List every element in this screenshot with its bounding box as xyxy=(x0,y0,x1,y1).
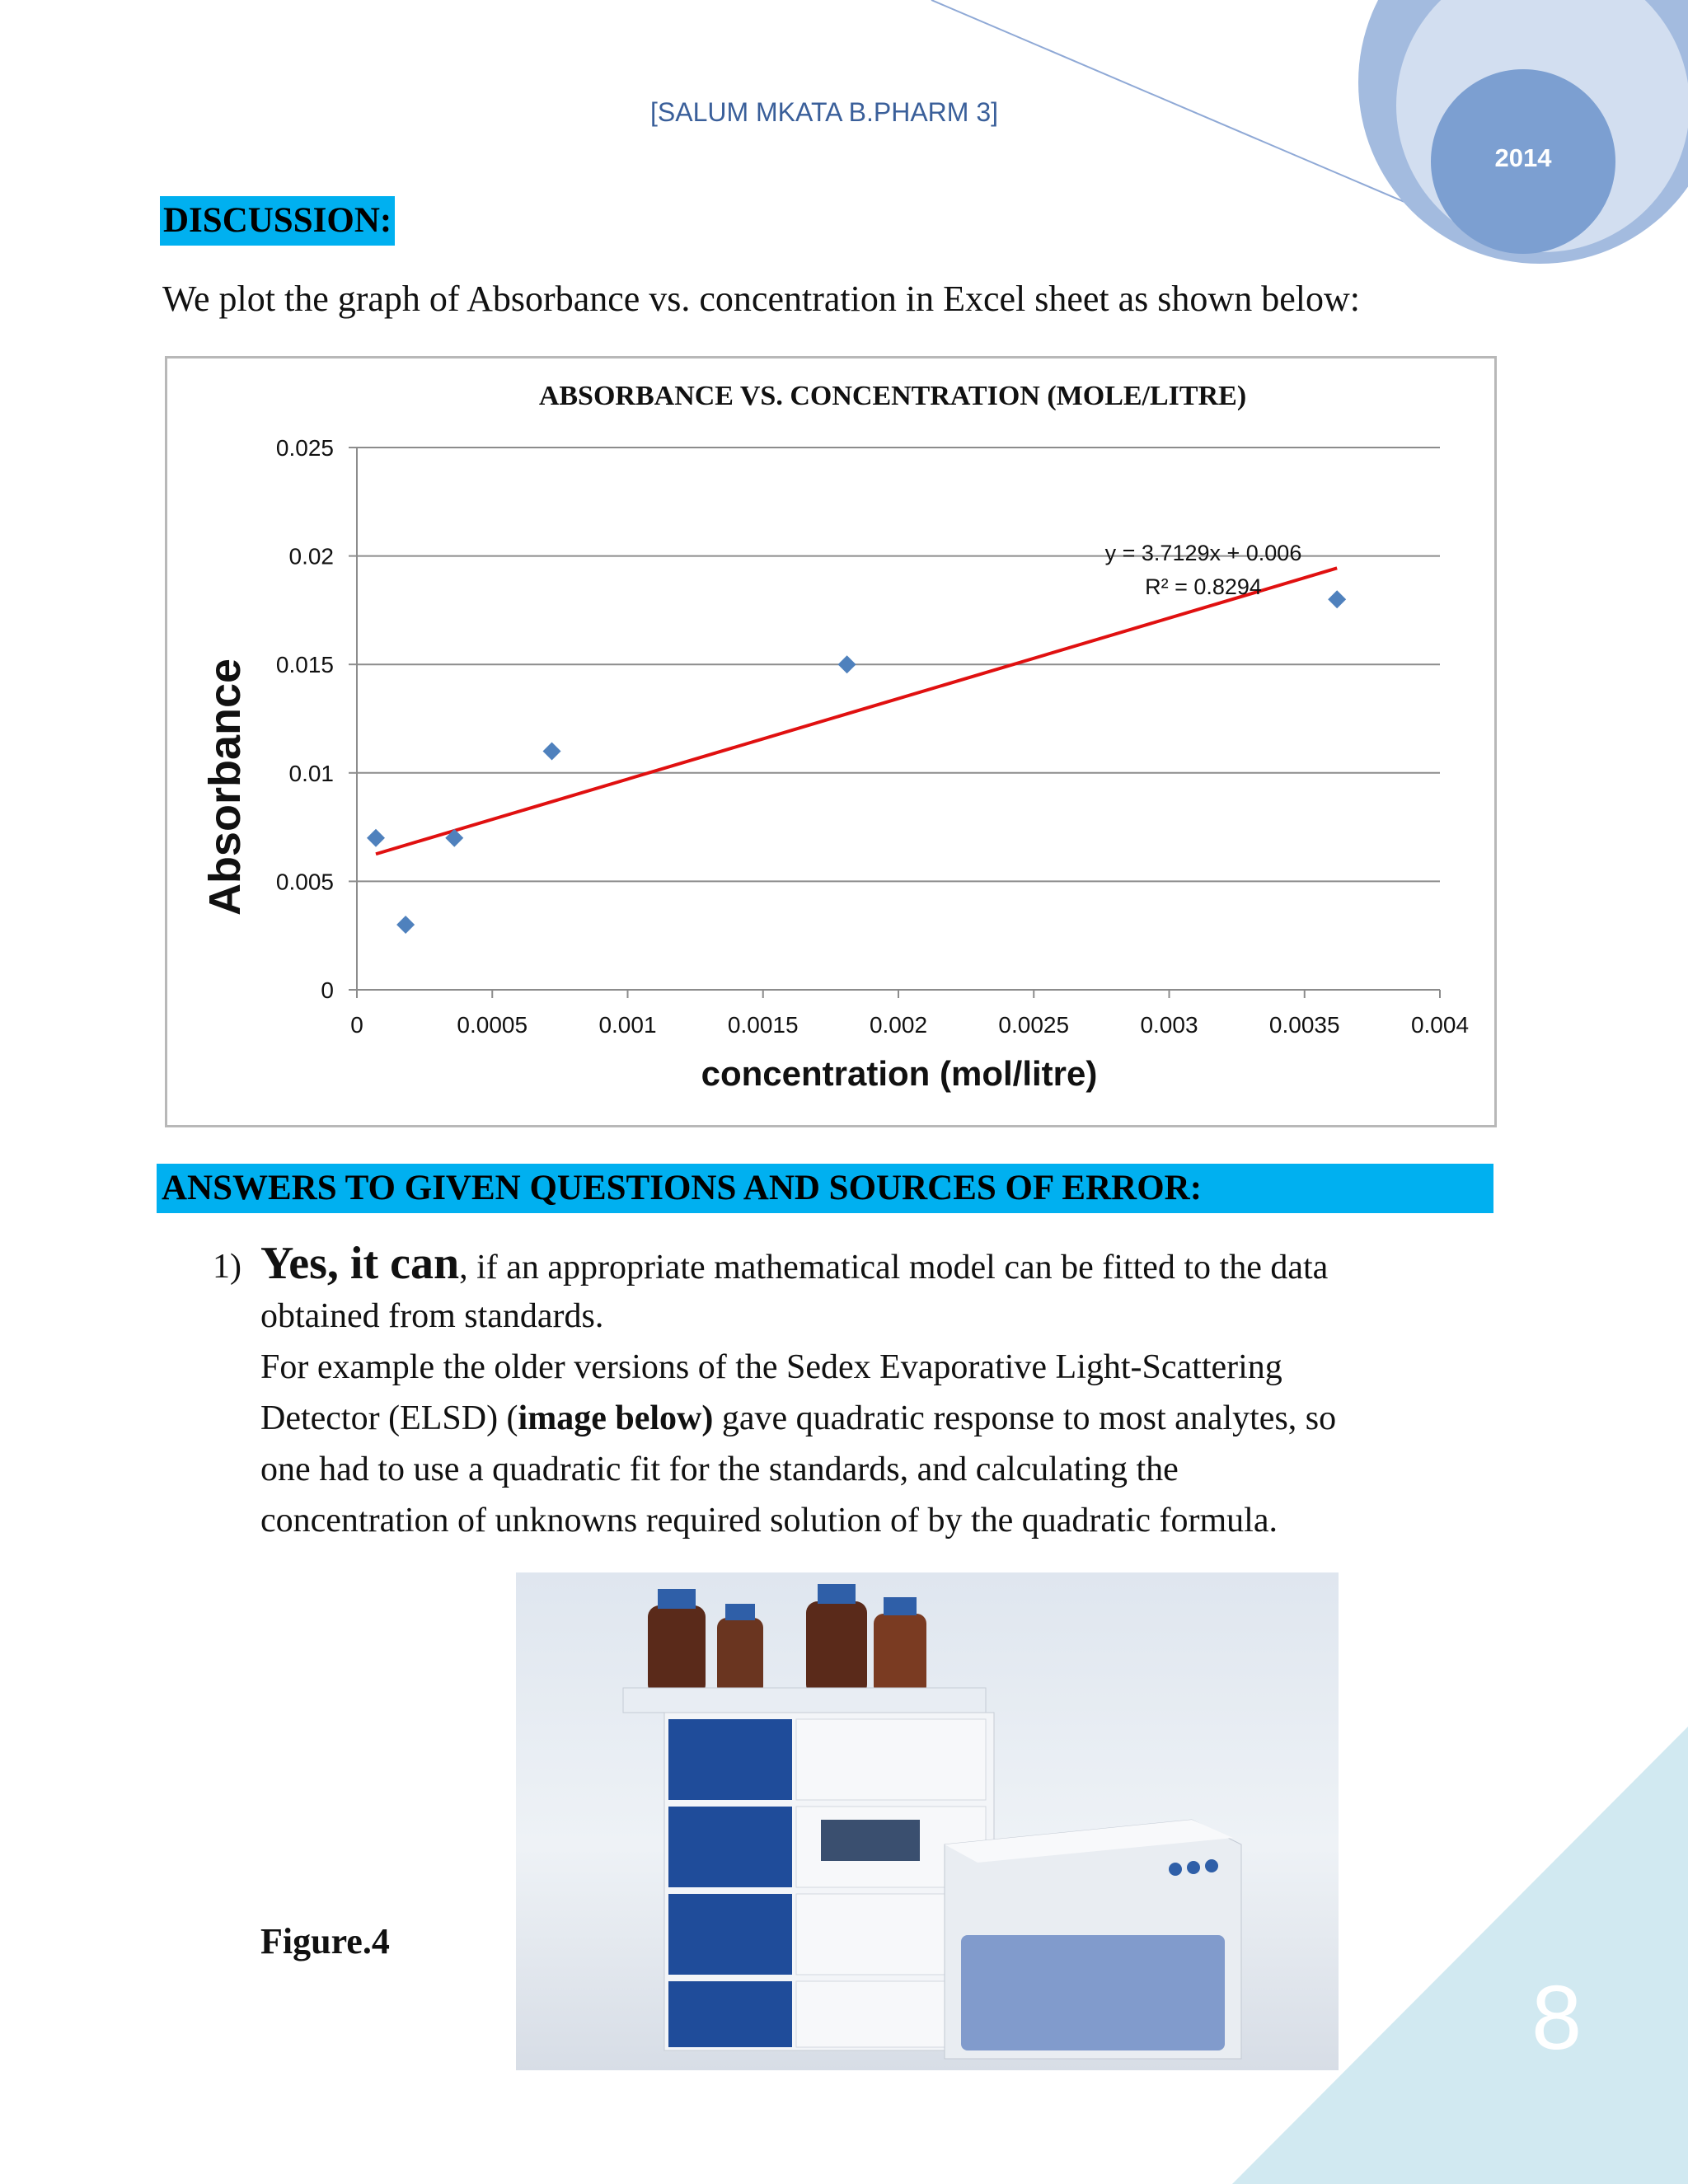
page-number: 8 xyxy=(1531,1967,1582,2069)
x-tick-label: 0.0035 xyxy=(1268,1012,1340,1038)
answer-line-4-b: gave quadratic response to most analytes, so xyxy=(713,1399,1337,1437)
solvent-bottle xyxy=(874,1614,926,1696)
absorbance-chart xyxy=(165,356,1497,1127)
y-tick-label: 0 xyxy=(321,977,334,1003)
chart-title: ABSORBANCE VS. CONCENTRATION (MOLE/LITRE) xyxy=(538,381,1247,411)
x-tick-label: 0.001 xyxy=(598,1012,657,1038)
data-point xyxy=(367,829,385,847)
x-tick-label: 0 xyxy=(350,1012,363,1038)
y-tick-label: 0.02 xyxy=(288,543,334,569)
solvent-bottle xyxy=(648,1605,706,1696)
document-header: [SALUM MKATA B.PHARM 3] xyxy=(649,97,998,127)
y-axis-label: Absorbance xyxy=(200,658,250,916)
y-tick-label: 0.015 xyxy=(275,652,334,678)
y-tick-label: 0.005 xyxy=(275,869,334,895)
y-tick-label: 0.025 xyxy=(275,435,334,461)
data-point xyxy=(396,916,415,934)
x-tick-label: 0.004 xyxy=(1410,1012,1470,1038)
data-point xyxy=(543,742,561,760)
x-tick-label: 0.002 xyxy=(869,1012,928,1038)
hplc-instrument-image xyxy=(516,1572,1339,2070)
display-panel xyxy=(821,1820,920,1861)
answer-line-1 xyxy=(260,1238,1328,1293)
answer-line-6: concentration of unknowns required solution of by the quadratic formula. xyxy=(260,1502,1278,1540)
hplc-illustration xyxy=(516,1572,1339,2070)
header-year: 2014 xyxy=(1494,143,1552,172)
answer-line-4-bold: image below) xyxy=(518,1399,714,1437)
x-axis-label: concentration (mol/litre) xyxy=(701,1054,1098,1093)
chart-canvas xyxy=(167,359,1499,1130)
x-tick-label: 0.0015 xyxy=(727,1012,799,1038)
answer-line-3: For example the older versions of the Sedex Evaporative Light-Scattering xyxy=(260,1348,1282,1386)
trend-equation: y = 3.7129x + 0.006 xyxy=(1104,541,1302,565)
answers-heading: ANSWERS TO GIVEN QUESTIONS AND SOURCES OF ERROR: xyxy=(157,1164,1493,1213)
discussion-intro: We plot the graph of Absorbance vs. concentration in Excel sheet as shown below: xyxy=(162,279,1360,319)
trend-r-squared: R² = 0.8294 xyxy=(1145,574,1262,599)
solvent-bottle xyxy=(717,1618,763,1696)
discussion-heading: DISCUSSION: xyxy=(160,196,395,246)
solvent-bottle xyxy=(806,1601,867,1696)
answer-line-5: one had to use a quadratic fit for the standards, and calculating the xyxy=(260,1451,1179,1488)
data-point xyxy=(838,655,856,673)
x-tick-label: 0.003 xyxy=(1140,1012,1198,1038)
item-number: 1) xyxy=(213,1248,241,1286)
answer-line-2: obtained from standards. xyxy=(260,1297,604,1335)
detector-window xyxy=(961,1935,1225,2050)
answer-lead: Yes, it can xyxy=(260,1238,460,1289)
figure-caption: Figure.4 xyxy=(260,1921,390,1961)
data-point xyxy=(1328,590,1346,608)
y-tick-label: 0.01 xyxy=(288,760,334,786)
trendline xyxy=(376,568,1337,854)
answer-line-4 xyxy=(260,1393,1336,1444)
answer-line-1-rest: , if an appropriate mathematical model can be fitted to the data xyxy=(459,1249,1329,1286)
answer-line-4-a: Detector (ELSD) ( xyxy=(260,1399,518,1437)
x-tick-label: 0.0005 xyxy=(457,1012,528,1038)
x-tick-label: 0.0025 xyxy=(998,1012,1070,1038)
